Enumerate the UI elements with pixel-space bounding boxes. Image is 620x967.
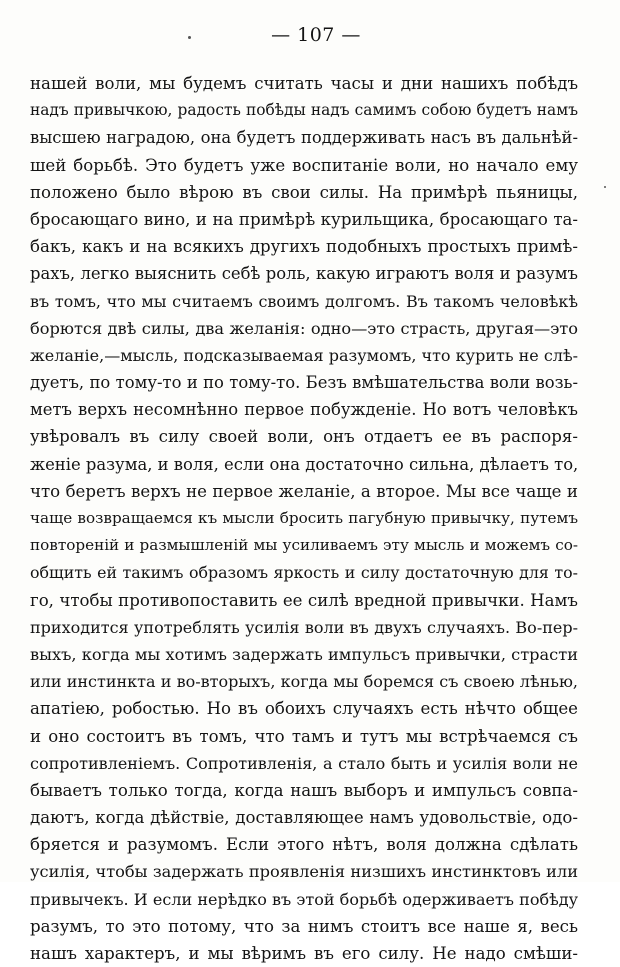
text-line: метъ верхъ несомнѣнно первое побужденіе. Но вотъ человѣкъ [30, 400, 578, 420]
text-line: приходится употреблять усилія воли въ двухъ случаяхъ. Во-пер- [30, 617, 578, 637]
page-number: — 107 — [271, 24, 361, 46]
text-line: что беретъ верхъ не первое желаніе, а второе. Мы все чаще и [30, 481, 578, 501]
text-line: желаніе,—мысль, подсказываемая разумомъ, что курить не слѣ- [30, 345, 578, 365]
text-line: женіе разума, и воля, если она достаточно сильна, дѣлаетъ то, [30, 454, 578, 474]
text-line: повтореній и размышленій мы усиливаемъ эту мысль и можемъ со- [30, 536, 578, 555]
text-line: или инстинкта и во-вторыхъ, когда мы боремся съ своею лѣнью, [30, 672, 578, 692]
text-line: сопротивленіемъ. Сопротивленія, а стало быть и усилія воли не [30, 753, 578, 773]
text-line: бакъ, какъ и на всякихъ другихъ подобныхъ простыхъ примѣ- [30, 237, 578, 257]
text-line: даютъ, когда дѣйствіе, доставляющее намъ удовольствіе, одо- [30, 808, 578, 828]
text-line: выхъ, когда мы хотимъ задержать импульсъ привычки, страсти [30, 644, 578, 664]
text-line: борются двѣ силы, два желанія: одно—это страсть, другая—это [30, 318, 578, 338]
text-line: привычекъ. И если нерѣдко въ этой борьбѣ одерживаетъ побѣду [30, 889, 578, 909]
text-line: апатіею, робостью. Но въ обоихъ случаяхъ есть нѣчто общее [30, 699, 578, 719]
text-line: дуетъ, по тому-то и по тому-то. Безъ вмѣшательства воли возь- [30, 373, 578, 393]
text-line: и оно состоитъ въ томъ, что тамъ и тутъ мы встрѣчаемся съ [30, 726, 578, 746]
text-line: бросающаго вино, и на примѣрѣ курильщика, бросающаго та- [30, 209, 578, 229]
text-line: высшею наградою, она будетъ поддерживать насъ въ дальнѣй- [30, 128, 578, 148]
text-line: нашей воли, мы будемъ считать часы и дни нашихъ побѣдъ [30, 74, 578, 93]
text-line: бываетъ только тогда, когда нашъ выборъ и импульсъ совпа- [30, 780, 578, 800]
print-speck [188, 36, 191, 39]
text-line: чаще возвращаемся къ мысли бросить пагубную привычку, путемъ [30, 509, 578, 527]
body-text [30, 70, 578, 967]
text-line: положено было вѣрою въ свои силы. На примѣрѣ пьяницы, [30, 182, 578, 202]
text-line: шей борьбѣ. Это будетъ уже воспитаніе воли, но начало ему [30, 155, 578, 175]
text-line: въ томъ, что мы считаемъ своимъ долгомъ. Въ такомъ человѣкѣ [30, 291, 578, 311]
text-line: го, чтобы противопоставить ее силѣ вредной привычки. Намъ [30, 590, 578, 610]
print-speck [604, 186, 606, 188]
text-line: общить ей такимъ образомъ яркость и силу достаточную для то- [30, 563, 578, 583]
text-line: увѣровалъ въ силу своей воли, онъ отдаетъ ее въ распоря- [30, 427, 578, 447]
text-line: рахъ, легко выяснить себѣ роль, какую играютъ воля и разумъ [30, 264, 578, 284]
text-line: разумъ, то это потому, что за нимъ стоитъ все наше я, весь [30, 916, 578, 936]
text-line: усилія, чтобы задержать проявленія низшихъ инстинктовъ или [30, 862, 578, 882]
text-line: нашъ характеръ, и мы вѣримъ въ его силу. Не надо смѣши- [30, 944, 578, 963]
text-line: бряется и разумомъ. Если этого нѣтъ, воля должна сдѣлать [30, 835, 578, 855]
text-line: надъ привычкою, радость побѣды надъ самимъ собою будетъ намъ [30, 101, 578, 120]
